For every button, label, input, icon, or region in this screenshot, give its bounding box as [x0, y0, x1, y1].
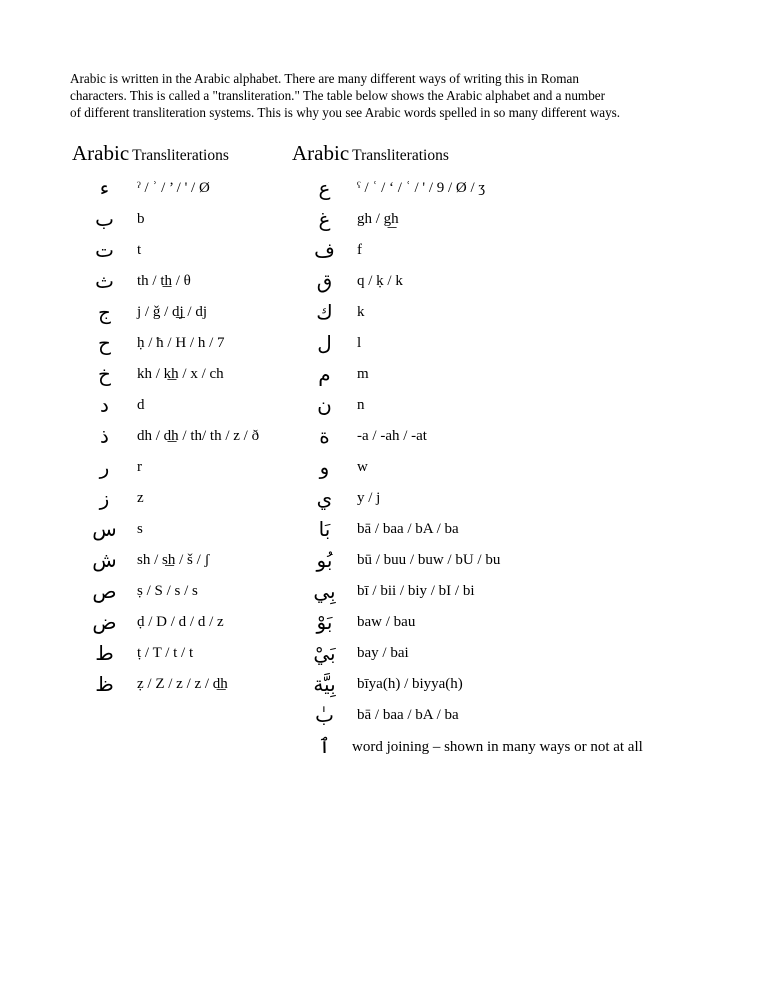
- transliteration: bā / baa / bA / ba: [357, 521, 459, 537]
- arabic-column-heading: Arabic: [72, 141, 130, 165]
- transliteration: sh / s͟h / š / ʃ: [137, 552, 210, 568]
- transliteration: ˀ / ʾ / ’ / ' / Ø: [137, 180, 210, 196]
- table-row: [292, 359, 712, 390]
- transliteration: kh / k͟h / x / ch: [137, 366, 224, 382]
- arabic-letter: ة: [319, 424, 330, 448]
- arabic-letter: ك: [316, 300, 333, 324]
- table-row: [72, 638, 287, 669]
- table-row: [72, 173, 287, 204]
- intro-line: Arabic is written in the Arabic alphabet. There are many different ways of writing this in Roman: [70, 71, 579, 86]
- transliteration: bīya(h) / biyya(h): [357, 676, 463, 692]
- transliteration: m: [357, 366, 369, 382]
- table-row: [72, 266, 287, 297]
- table-row: [292, 514, 712, 545]
- arabic-letter: و: [319, 455, 330, 479]
- table-row: [292, 328, 712, 359]
- table-row: [292, 452, 712, 483]
- arabic-letter: ل: [317, 331, 332, 355]
- transliteration: r: [137, 459, 142, 475]
- transliterations-column-heading: Transliterations: [352, 147, 449, 164]
- table-row: [292, 700, 712, 731]
- table-row: [292, 483, 712, 514]
- table-row: [72, 297, 287, 328]
- transliteration: word joining – shown in many ways or not at all: [352, 739, 643, 755]
- arabic-letter: ث: [95, 269, 114, 293]
- table-row: [72, 235, 287, 266]
- transliteration: k: [357, 304, 365, 320]
- transliterations-column-heading: Transliterations: [132, 147, 229, 164]
- arabic-letter: بَيْ: [313, 641, 336, 665]
- table-row: [72, 204, 287, 235]
- arabic-letter: بَوْ: [316, 610, 333, 634]
- table-row: [72, 328, 287, 359]
- table-row: [292, 638, 712, 669]
- table-row: [292, 235, 712, 266]
- arabic-letter: ذ: [100, 424, 109, 448]
- transliteration: z: [137, 490, 144, 506]
- arabic-letter: ش: [92, 548, 117, 572]
- table-row: [292, 266, 712, 297]
- transliteration: baw / bau: [357, 614, 416, 630]
- arabic-letter: م: [318, 362, 331, 386]
- intro-line: characters. This is called a "transliteration." The table below shows the Arabic alphabet and a number: [70, 88, 606, 103]
- arabic-letter: ع: [318, 176, 331, 200]
- transliteration: gh / g͟h: [357, 211, 399, 227]
- transliteration: dh / d͟h / th/ th / z / ð: [137, 428, 260, 444]
- table-row: [72, 359, 287, 390]
- table-row: [72, 576, 287, 607]
- right-table: [292, 141, 712, 771]
- arabic-letter: بِي: [313, 579, 336, 603]
- transliteration: ḍ / D / d / d / z: [137, 614, 224, 630]
- transliteration: bay / bai: [357, 645, 409, 661]
- arabic-letter: ق: [316, 269, 333, 293]
- arabic-letter: ب: [95, 207, 114, 231]
- table-row: [72, 421, 287, 452]
- table-row: [72, 545, 287, 576]
- table-row: [72, 390, 287, 421]
- arabic-letter: ء: [99, 176, 110, 200]
- arabic-letter: ٱ: [318, 734, 331, 758]
- transliteration: f: [357, 242, 362, 258]
- arabic-letter: غ: [318, 207, 331, 231]
- arabic-letter: ت: [95, 238, 114, 262]
- arabic-letter: س: [92, 517, 117, 541]
- transliteration: n: [357, 397, 365, 413]
- table-row: [292, 607, 712, 638]
- table-row: [72, 483, 287, 514]
- transliteration: ẓ / Z / z / z / d͟h: [137, 676, 228, 692]
- arabic-letter: ط: [95, 641, 114, 665]
- transliteration: s: [137, 521, 143, 537]
- table-row: [292, 297, 712, 328]
- arabic-letter: ز: [99, 486, 110, 510]
- table-row: [292, 204, 712, 235]
- arabic-letter: خ: [98, 362, 111, 386]
- table-row: [72, 514, 287, 545]
- arabic-letter: ص: [92, 579, 117, 603]
- transliteration: bā / baa / bA / ba: [357, 707, 459, 723]
- arabic-letter: بُو: [316, 548, 333, 572]
- transliteration: y / j: [357, 490, 381, 506]
- transliteration: d: [137, 397, 145, 413]
- table-row: [72, 452, 287, 483]
- transliteration: w: [357, 459, 368, 475]
- arabic-letter: ظ: [95, 672, 114, 696]
- transliteration: -a / -ah / -at: [357, 428, 427, 444]
- arabic-letter: بِيَّة: [313, 672, 336, 696]
- arabic-letter: ج: [98, 300, 111, 324]
- transliteration: ṣ / S / s / s: [137, 583, 198, 599]
- transliteration: l: [357, 335, 362, 351]
- transliteration: ṭ / T / t / t: [137, 645, 194, 661]
- table-row: [292, 421, 712, 452]
- table-row: [292, 576, 712, 607]
- table-row: [292, 545, 712, 576]
- table-row: [72, 607, 287, 638]
- table-header: [292, 141, 712, 173]
- transliteration: q / ḳ / k: [357, 273, 403, 289]
- arabic-letter: ض: [92, 610, 117, 634]
- arabic-letter: ر: [99, 455, 110, 479]
- transliteration: bī / bii / biy / bI / bi: [357, 583, 475, 599]
- arabic-letter: ي: [316, 486, 333, 510]
- transliteration: th / t͟h / θ: [137, 273, 191, 289]
- table-row: [292, 669, 712, 700]
- transliteration: j / ǧ / d͟j / dj: [137, 304, 208, 320]
- arabic-letter: ح: [98, 331, 111, 355]
- table-row: [292, 731, 712, 771]
- arabic-column-heading: Arabic: [292, 141, 350, 165]
- intro-paragraph: [70, 70, 720, 121]
- table-header: [72, 141, 287, 173]
- table-row: [292, 390, 712, 421]
- transliteration: ˁ / ʿ / ‘ / ʿ / ' / 9 / Ø / ʒ: [357, 180, 486, 196]
- intro-line: of different transliteration systems. This is why you see Arabic words spelled in so many different ways.: [70, 105, 621, 120]
- transliteration: t: [137, 242, 142, 258]
- arabic-letter: بَا: [318, 517, 331, 541]
- transliteration: bū / buu / buw / bU / bu: [357, 552, 501, 568]
- arabic-letter: ن: [317, 393, 332, 417]
- transliteration: b: [137, 211, 145, 227]
- left-table: [72, 141, 287, 700]
- arabic-letter: ف: [314, 238, 335, 262]
- table-row: [292, 173, 712, 204]
- arabic-letter: د: [100, 393, 109, 417]
- arabic-letter: بٰ: [315, 703, 334, 727]
- table-row: [72, 669, 287, 700]
- transliteration: ḥ / ħ / H / h / 7: [137, 335, 225, 351]
